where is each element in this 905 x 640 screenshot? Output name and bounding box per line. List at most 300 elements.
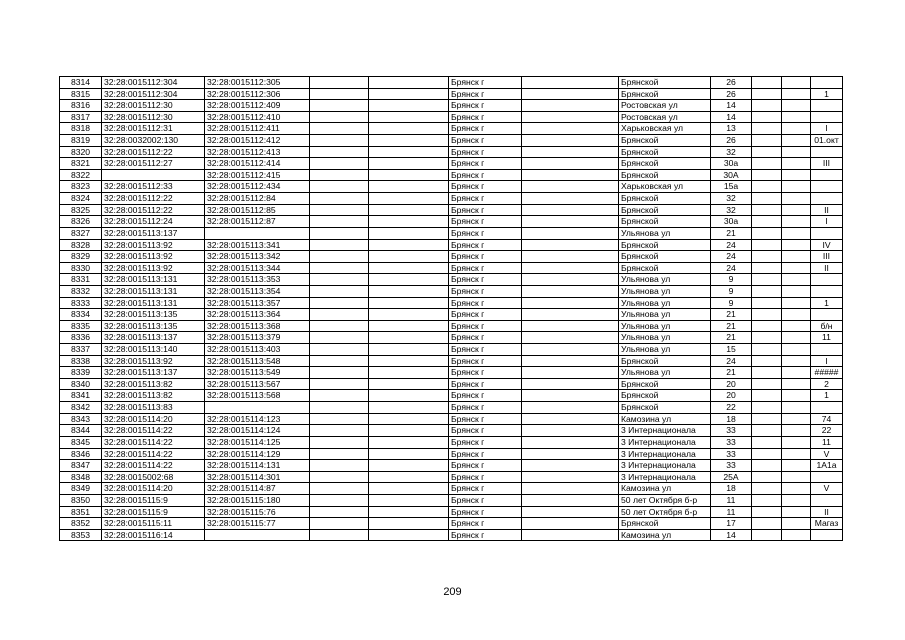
cell-col-10: [752, 262, 782, 274]
cell-col-5: [369, 378, 449, 390]
cell-city: Брянск г: [449, 460, 522, 472]
table-row: [60, 367, 843, 379]
cell-col-4: [310, 529, 369, 541]
cell-col-10: [752, 77, 782, 89]
cell-city: Брянск г: [449, 135, 522, 147]
cell-col-5: [369, 100, 449, 112]
cell-house-number: 14: [711, 100, 752, 112]
table-row: [60, 100, 843, 112]
cell-apartment: [811, 146, 843, 158]
table-row: [60, 251, 843, 263]
cell-cadastral-number: 32:28:0015112:414: [205, 158, 310, 170]
cell-cadastral-number: 32:28:0015112:85: [205, 204, 310, 216]
cell-col-10: [752, 123, 782, 135]
cell-cadastral-number: 32:28:0015113:549: [205, 367, 310, 379]
cell-col-4: [310, 402, 369, 414]
cell-cadastral-number: 32:28:0015114:125: [205, 436, 310, 448]
cell-street: Ульянова ул: [619, 274, 711, 286]
cell-col-10: [752, 169, 782, 181]
cell-cadastral-number: 32:28:0015113:368: [205, 320, 310, 332]
cell-col-10: [752, 193, 782, 205]
table-row: [60, 448, 843, 460]
cell-city: Брянск г: [449, 251, 522, 263]
cell-col-10: [752, 506, 782, 518]
cell-col-4: [310, 355, 369, 367]
cell-col-11: [782, 193, 811, 205]
cell-col-7: [522, 355, 619, 367]
cell-apartment: [811, 402, 843, 414]
cell-street: 50 лет Октября б-р: [619, 494, 711, 506]
cell-col-10: [752, 274, 782, 286]
cell-parent-cadastral-number: 32:28:0015113:131: [102, 274, 205, 286]
cell-parent-cadastral-number: 32:28:0015112:31: [102, 123, 205, 135]
cell-apartment: 1: [811, 88, 843, 100]
cell-city: Брянск г: [449, 181, 522, 193]
cell-street: Ульянова ул: [619, 227, 711, 239]
cell-col-5: [369, 239, 449, 251]
cell-street: Брянской: [619, 239, 711, 251]
cell-parent-cadastral-number: 32:28:0015113:131: [102, 297, 205, 309]
cell-col-4: [310, 88, 369, 100]
cell-parent-cadastral-number: 32:28:0015113:131: [102, 285, 205, 297]
cell-col-10: [752, 239, 782, 251]
cell-col-7: [522, 413, 619, 425]
cell-col-4: [310, 100, 369, 112]
cell-house-number: 9: [711, 274, 752, 286]
cell-col-5: [369, 309, 449, 321]
cell-col-4: [310, 239, 369, 251]
cell-cadastral-number: 32:28:0015112:412: [205, 135, 310, 147]
cell-col-7: [522, 158, 619, 170]
cell-street: Брянской: [619, 518, 711, 530]
cell-col-5: [369, 181, 449, 193]
cell-house-number: 21: [711, 227, 752, 239]
cell-city: Брянск г: [449, 506, 522, 518]
cell-cadastral-number: 32:28:0015114:129: [205, 448, 310, 460]
cell-apartment: [811, 193, 843, 205]
cell-col-4: [310, 123, 369, 135]
cell-street: Ульянова ул: [619, 285, 711, 297]
cell-row-number: 8343: [60, 413, 102, 425]
cell-street: 3 Интернационала: [619, 448, 711, 460]
cell-parent-cadastral-number: 32:28:0015113:82: [102, 378, 205, 390]
cell-col-4: [310, 227, 369, 239]
cell-street: Ульянова ул: [619, 297, 711, 309]
cell-city: Брянск г: [449, 274, 522, 286]
table-row: [60, 436, 843, 448]
cell-parent-cadastral-number: 32:28:0015113:92: [102, 239, 205, 251]
cell-street: Ростовская ул: [619, 100, 711, 112]
cell-house-number: 15: [711, 344, 752, 356]
cell-street: Брянской: [619, 262, 711, 274]
cell-cadastral-number: 32:28:0015113:548: [205, 355, 310, 367]
cell-city: Брянск г: [449, 367, 522, 379]
cell-cadastral-number: 32:28:0015113:354: [205, 285, 310, 297]
cell-col-5: [369, 332, 449, 344]
cell-parent-cadastral-number: 32:28:0015112:27: [102, 158, 205, 170]
cell-apartment: 1: [811, 297, 843, 309]
cell-col-5: [369, 169, 449, 181]
cell-col-4: [310, 77, 369, 89]
cell-col-7: [522, 332, 619, 344]
cell-street: 3 Интернационала: [619, 425, 711, 437]
cell-col-4: [310, 471, 369, 483]
cell-apartment: I: [811, 123, 843, 135]
table-row: [60, 355, 843, 367]
cell-col-5: [369, 529, 449, 541]
cell-apartment: [811, 111, 843, 123]
cell-col-7: [522, 100, 619, 112]
cell-cadastral-number: 32:28:0015112:409: [205, 100, 310, 112]
cell-col-5: [369, 285, 449, 297]
cell-cadastral-number: 32:28:0015113:344: [205, 262, 310, 274]
cell-col-10: [752, 367, 782, 379]
cell-city: Брянск г: [449, 390, 522, 402]
cell-city: Брянск г: [449, 402, 522, 414]
cell-col-10: [752, 320, 782, 332]
cell-col-7: [522, 251, 619, 263]
cell-parent-cadastral-number: 32:28:0015116:14: [102, 529, 205, 541]
cell-row-number: 8319: [60, 135, 102, 147]
cell-parent-cadastral-number: 32:28:0015113:92: [102, 355, 205, 367]
cell-col-10: [752, 529, 782, 541]
cell-col-5: [369, 251, 449, 263]
cell-cadastral-number: 32:28:0015115:76: [205, 506, 310, 518]
cell-row-number: 8330: [60, 262, 102, 274]
cell-street: Камозина ул: [619, 483, 711, 495]
cell-col-4: [310, 169, 369, 181]
cell-col-11: [782, 100, 811, 112]
cell-cadastral-number: 32:28:0015112:305: [205, 77, 310, 89]
cell-col-4: [310, 436, 369, 448]
cell-col-10: [752, 402, 782, 414]
cell-cadastral-number: 32:28:0015115:180: [205, 494, 310, 506]
cell-house-number: 11: [711, 506, 752, 518]
cell-street: Брянской: [619, 251, 711, 263]
cadastral-table: [59, 76, 843, 541]
cell-street: Ростовская ул: [619, 111, 711, 123]
cell-house-number: 24: [711, 262, 752, 274]
cell-house-number: 24: [711, 239, 752, 251]
cell-col-4: [310, 460, 369, 472]
cell-col-10: [752, 158, 782, 170]
cell-city: Брянск г: [449, 320, 522, 332]
cell-cadastral-number: 32:28:0015113:341: [205, 239, 310, 251]
table-row: [60, 193, 843, 205]
cell-col-11: [782, 135, 811, 147]
cell-street: Брянской: [619, 378, 711, 390]
cell-col-11: [782, 494, 811, 506]
cell-apartment: [811, 529, 843, 541]
cell-col-7: [522, 448, 619, 460]
cell-street: Брянской: [619, 158, 711, 170]
cell-house-number: 21: [711, 320, 752, 332]
cell-col-7: [522, 483, 619, 495]
cell-parent-cadastral-number: 32:28:0015114:22: [102, 448, 205, 460]
cell-col-10: [752, 88, 782, 100]
cell-col-4: [310, 332, 369, 344]
cell-col-4: [310, 390, 369, 402]
cell-apartment: [811, 285, 843, 297]
cell-col-7: [522, 460, 619, 472]
cell-col-11: [782, 390, 811, 402]
cell-city: Брянск г: [449, 494, 522, 506]
cell-city: Брянск г: [449, 344, 522, 356]
cell-row-number: 8347: [60, 460, 102, 472]
cell-col-10: [752, 425, 782, 437]
cell-col-10: [752, 146, 782, 158]
cell-cadastral-number: 32:28:0015114:124: [205, 425, 310, 437]
cell-row-number: 8332: [60, 285, 102, 297]
cell-col-7: [522, 320, 619, 332]
cell-row-number: 8333: [60, 297, 102, 309]
cell-house-number: 30а: [711, 158, 752, 170]
cell-house-number: 30А: [711, 169, 752, 181]
cell-col-5: [369, 413, 449, 425]
cell-row-number: 8334: [60, 309, 102, 321]
cell-col-4: [310, 216, 369, 228]
cell-col-11: [782, 413, 811, 425]
cell-apartment: IV: [811, 239, 843, 251]
cell-parent-cadastral-number: 32:28:0015112:30: [102, 100, 205, 112]
cell-cadastral-number: 32:28:0015113:403: [205, 344, 310, 356]
cell-parent-cadastral-number: 32:28:0015114:20: [102, 413, 205, 425]
cell-col-11: [782, 169, 811, 181]
cell-house-number: 20: [711, 378, 752, 390]
cell-house-number: 24: [711, 355, 752, 367]
cell-city: Брянск г: [449, 227, 522, 239]
cell-apartment: I: [811, 355, 843, 367]
cell-col-5: [369, 390, 449, 402]
table-row: [60, 111, 843, 123]
cell-cadastral-number: 32:28:0015112:434: [205, 181, 310, 193]
cell-col-4: [310, 135, 369, 147]
cell-row-number: 8315: [60, 88, 102, 100]
cell-col-7: [522, 123, 619, 135]
cell-row-number: 8325: [60, 204, 102, 216]
table-row: [60, 181, 843, 193]
cell-col-11: [782, 355, 811, 367]
cell-parent-cadastral-number: 32:28:0015112:22: [102, 204, 205, 216]
cell-city: Брянск г: [449, 123, 522, 135]
cell-col-11: [782, 262, 811, 274]
cell-row-number: 8344: [60, 425, 102, 437]
cell-city: Брянск г: [449, 425, 522, 437]
cell-house-number: 9: [711, 285, 752, 297]
cell-col-11: [782, 402, 811, 414]
cell-city: Брянск г: [449, 100, 522, 112]
cell-col-7: [522, 135, 619, 147]
cell-cadastral-number: [205, 529, 310, 541]
cell-col-10: [752, 309, 782, 321]
cell-col-4: [310, 378, 369, 390]
cell-col-5: [369, 262, 449, 274]
cell-cadastral-number: 32:28:0015113:353: [205, 274, 310, 286]
table-row: [60, 518, 843, 530]
cell-col-7: [522, 390, 619, 402]
cell-parent-cadastral-number: 32:28:0015112:24: [102, 216, 205, 228]
cell-house-number: 17: [711, 518, 752, 530]
cell-house-number: 33: [711, 460, 752, 472]
cell-house-number: 33: [711, 436, 752, 448]
cell-col-10: [752, 181, 782, 193]
cell-parent-cadastral-number: 32:28:0015112:304: [102, 77, 205, 89]
cell-row-number: 8316: [60, 100, 102, 112]
cell-col-4: [310, 274, 369, 286]
table-row: [60, 494, 843, 506]
cell-parent-cadastral-number: 32:28:0015112:22: [102, 146, 205, 158]
cell-col-5: [369, 274, 449, 286]
table-row: [60, 274, 843, 286]
cell-parent-cadastral-number: 32:28:0015113:135: [102, 309, 205, 321]
cell-col-5: [369, 320, 449, 332]
cell-col-5: [369, 425, 449, 437]
cell-row-number: 8318: [60, 123, 102, 135]
table-row: [60, 169, 843, 181]
table-row: [60, 390, 843, 402]
cell-col-11: [782, 216, 811, 228]
cell-street: Брянской: [619, 135, 711, 147]
cell-col-7: [522, 111, 619, 123]
cell-city: Брянск г: [449, 77, 522, 89]
cell-apartment: 01.окт: [811, 135, 843, 147]
cell-parent-cadastral-number: 32:28:0015113:83: [102, 402, 205, 414]
cell-col-10: [752, 436, 782, 448]
cell-row-number: 8324: [60, 193, 102, 205]
cell-col-7: [522, 378, 619, 390]
cell-col-11: [782, 158, 811, 170]
cell-col-7: [522, 402, 619, 414]
table-row: [60, 77, 843, 89]
cell-col-11: [782, 88, 811, 100]
cell-col-7: [522, 227, 619, 239]
cell-apartment: Магаз: [811, 518, 843, 530]
cell-col-5: [369, 402, 449, 414]
table-row: [60, 506, 843, 518]
cell-row-number: 8331: [60, 274, 102, 286]
cell-col-11: [782, 297, 811, 309]
table-body: [60, 77, 843, 541]
cell-city: Брянск г: [449, 378, 522, 390]
cell-street: Брянской: [619, 390, 711, 402]
cell-apartment: [811, 181, 843, 193]
cell-col-11: [782, 239, 811, 251]
cell-col-7: [522, 518, 619, 530]
cell-col-11: [782, 204, 811, 216]
cell-apartment: V: [811, 483, 843, 495]
cell-col-5: [369, 123, 449, 135]
cell-apartment: [811, 494, 843, 506]
cell-street: Брянской: [619, 146, 711, 158]
cell-apartment: [811, 471, 843, 483]
cell-apartment: II: [811, 262, 843, 274]
cell-street: 50 лет Октября б-р: [619, 506, 711, 518]
table-row: [60, 460, 843, 472]
cell-col-10: [752, 111, 782, 123]
cell-city: Брянск г: [449, 146, 522, 158]
cell-street: 3 Интернационала: [619, 460, 711, 472]
cell-apartment: 74: [811, 413, 843, 425]
cell-row-number: 8320: [60, 146, 102, 158]
cell-house-number: 14: [711, 529, 752, 541]
table-row: [60, 216, 843, 228]
cell-city: Брянск г: [449, 239, 522, 251]
cell-street: Брянской: [619, 88, 711, 100]
cell-col-10: [752, 471, 782, 483]
cell-col-11: [782, 123, 811, 135]
cell-street: Ульянова ул: [619, 344, 711, 356]
cell-col-7: [522, 425, 619, 437]
cell-city: Брянск г: [449, 448, 522, 460]
cell-col-11: [782, 181, 811, 193]
cell-city: Брянск г: [449, 111, 522, 123]
cell-city: Брянск г: [449, 309, 522, 321]
cell-parent-cadastral-number: 32:28:0015115:9: [102, 494, 205, 506]
cell-city: Брянск г: [449, 216, 522, 228]
cell-house-number: 33: [711, 425, 752, 437]
cell-row-number: 8338: [60, 355, 102, 367]
cell-house-number: 21: [711, 309, 752, 321]
cell-parent-cadastral-number: 32:28:0015114:20: [102, 483, 205, 495]
table-row: [60, 471, 843, 483]
cell-col-7: [522, 239, 619, 251]
cell-cadastral-number: 32:28:0015112:411: [205, 123, 310, 135]
cell-cadastral-number: 32:28:0015114:123: [205, 413, 310, 425]
cell-row-number: 8327: [60, 227, 102, 239]
cell-parent-cadastral-number: 32:28:0015113:140: [102, 344, 205, 356]
cell-col-10: [752, 378, 782, 390]
cell-street: Харьковская ул: [619, 123, 711, 135]
cell-parent-cadastral-number: 32:28:0015115:9: [102, 506, 205, 518]
cell-col-4: [310, 193, 369, 205]
cell-row-number: 8341: [60, 390, 102, 402]
cell-cadastral-number: 32:28:0015112:410: [205, 111, 310, 123]
table-row: [60, 227, 843, 239]
cell-col-4: [310, 413, 369, 425]
cell-cadastral-number: 32:28:0015113:357: [205, 297, 310, 309]
cell-row-number: 8340: [60, 378, 102, 390]
cell-house-number: 22: [711, 402, 752, 414]
cell-row-number: 8335: [60, 320, 102, 332]
cell-row-number: 8342: [60, 402, 102, 414]
cell-row-number: 8352: [60, 518, 102, 530]
cell-apartment: [811, 309, 843, 321]
cell-col-7: [522, 169, 619, 181]
cell-street: Брянской: [619, 204, 711, 216]
cell-cadastral-number: 32:28:0015112:413: [205, 146, 310, 158]
cell-city: Брянск г: [449, 262, 522, 274]
cell-street: 3 Интернационала: [619, 471, 711, 483]
cell-apartment: 1: [811, 390, 843, 402]
table-row: [60, 309, 843, 321]
cell-apartment: II: [811, 506, 843, 518]
cell-parent-cadastral-number: 32:28:0015115:11: [102, 518, 205, 530]
cell-city: Брянск г: [449, 297, 522, 309]
cell-parent-cadastral-number: 32:28:0015113:92: [102, 251, 205, 263]
cell-col-7: [522, 193, 619, 205]
cell-street: Камозина ул: [619, 413, 711, 425]
cell-city: Брянск г: [449, 436, 522, 448]
cell-col-5: [369, 158, 449, 170]
cell-col-7: [522, 367, 619, 379]
cell-row-number: 8322: [60, 169, 102, 181]
cell-col-10: [752, 332, 782, 344]
cell-col-5: [369, 111, 449, 123]
cell-col-10: [752, 227, 782, 239]
cell-cadastral-number: 32:28:0015112:415: [205, 169, 310, 181]
cell-apartment: [811, 77, 843, 89]
cell-apartment: II: [811, 204, 843, 216]
